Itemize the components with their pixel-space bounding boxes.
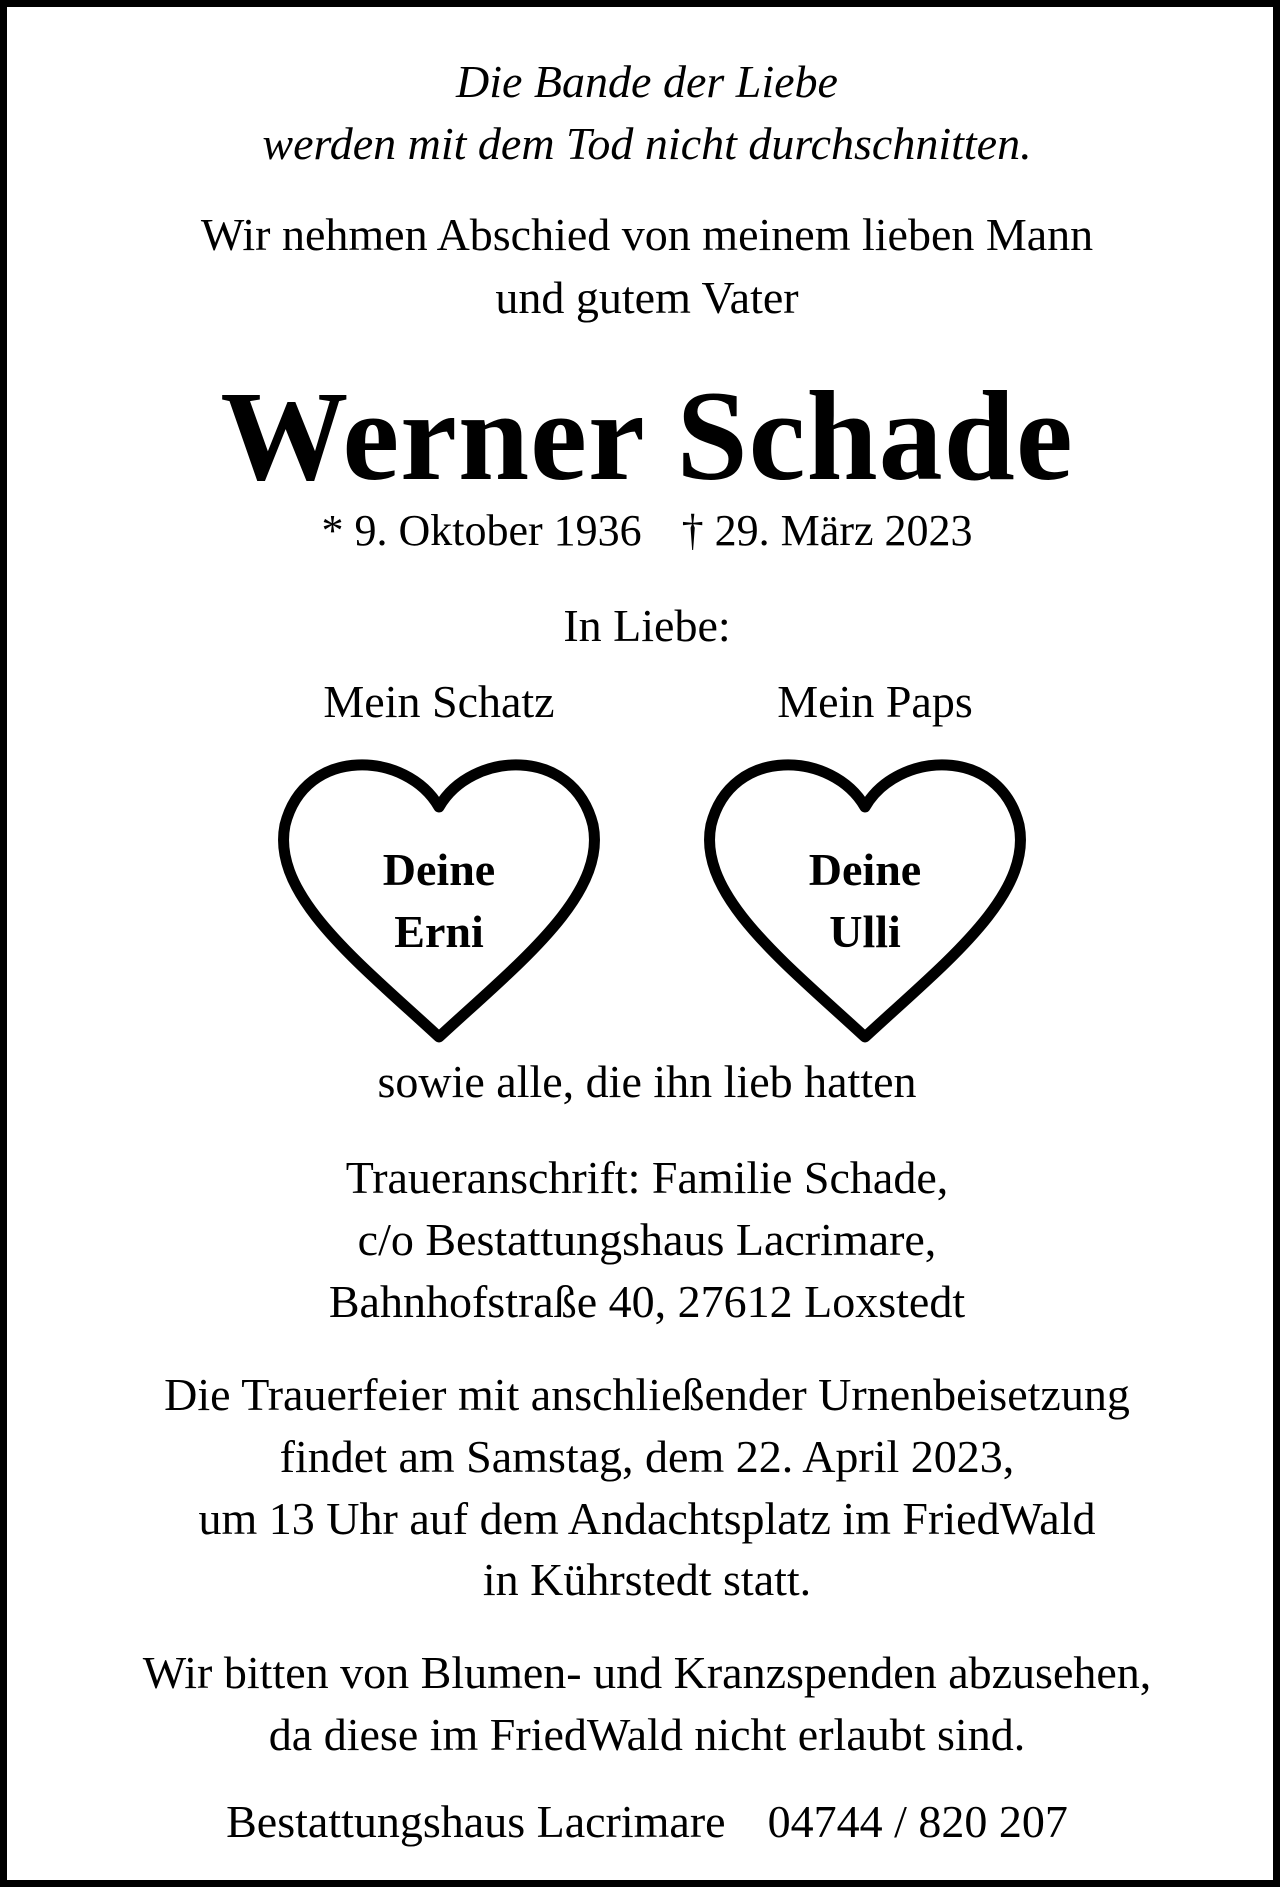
heart-line-2: Erni	[394, 906, 484, 957]
others-line: sowie alle, die ihn lieb hatten	[377, 1056, 917, 1107]
heart-icon	[269, 745, 609, 1045]
ceremony-line-4: in Kührstedt statt.	[482, 1554, 812, 1605]
heart-icon	[695, 745, 1035, 1045]
life-dates	[14, 506, 1280, 555]
death-date: † 29. März 2023	[681, 506, 973, 555]
heart-line-1: Deine	[808, 844, 922, 895]
ceremony-line-1: Die Trauerfeier mit anschließender Urnenbeisetzung	[164, 1369, 1130, 1420]
in-love-label: In Liebe:	[563, 600, 731, 651]
ceremony-line-2: findet am Samstag, dem 22. April 2023,	[279, 1431, 1015, 1482]
heart-line-2: Ulli	[829, 906, 901, 957]
birth-date: * 9. Oktober 1936	[321, 506, 642, 555]
flowers-line-2: da diese im FriedWald nicht erlaubt sind.	[268, 1709, 1026, 1760]
mourner-caption-1: Mein Schatz	[323, 676, 555, 727]
footer-line	[14, 1796, 1280, 1847]
flowers-line-1: Wir bitten von Blumen- und Kranzspenden abzusehen,	[142, 1647, 1152, 1698]
address-line-1: Traueranschrift: Familie Schade,	[345, 1152, 949, 1203]
ceremony-line-3: um 13 Uhr auf dem Andachtsplatz im FriedWald	[198, 1493, 1096, 1544]
heart-line-1: Deine	[382, 844, 496, 895]
heart-erni	[269, 745, 609, 1045]
undertaker-phone: 04744 / 820 207	[767, 1796, 1068, 1847]
mourner-caption-2: Mein Paps	[777, 676, 973, 727]
address-line-2: c/o Bestattungshaus Lacrimare,	[357, 1214, 937, 1265]
address-line-3: Bahnhofstraße 40, 27612 Loxstedt	[328, 1276, 966, 1327]
motto-line-1: Die Bande der Liebe	[456, 56, 838, 107]
undertaker-name: Bestattungshaus Lacrimare	[226, 1796, 726, 1847]
deceased-name: Werner Schade	[220, 365, 1074, 507]
intro-line-2: und gutem Vater	[495, 272, 799, 323]
heart-ulli	[695, 745, 1035, 1045]
intro-line-1: Wir nehmen Abschied von meinem lieben Mann	[200, 209, 1094, 260]
motto-line-2: werden mit dem Tod nicht durchschnitten.	[262, 118, 1032, 169]
